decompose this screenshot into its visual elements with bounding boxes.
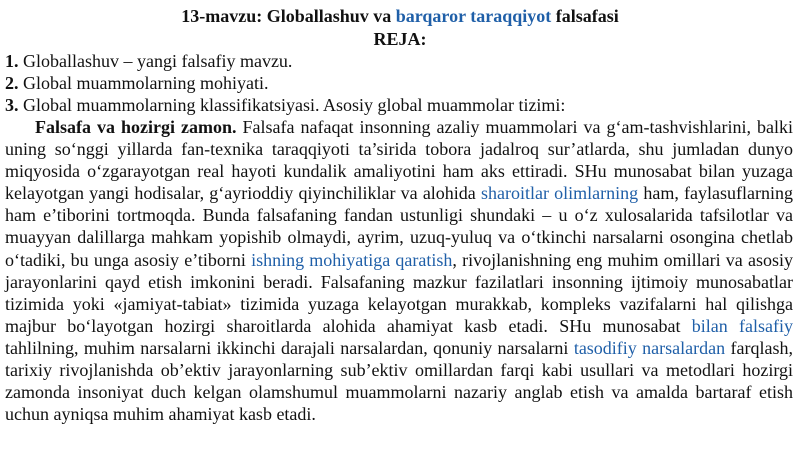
plan-item-2	[5, 72, 800, 94]
plan-item-1	[5, 50, 800, 72]
plan-item-3	[5, 94, 800, 116]
title-prefix: 13-mavzu: Globallashuv va	[181, 6, 396, 26]
paragraph-text: ham, faylasuflarning ham e’tiborini tortmoqda. Bunda falsafaning fandan ustunligi shundaki – u o‘z xulosalarida tafsilotlar va muayyan dalillarga mahkam yopishib olmaydi, ayrim, uzuq-yuluq va o‘tkinchi narsalarni osongina chetlab o‘tadiki, bu unga asosiy e’tiborni	[5, 183, 793, 270]
highlight-link[interactable]: ishning mohiyatiga qaratish	[251, 249, 453, 270]
paragraph-text: , rivojlanishning eng muhim omillari va asosiy jarayonlarini qayd etish imkonini beradi. Falsafaning mazkur fazilatlari insonning ijtimoiy munosabatlar tizimida yoki «jamiyat-tabiat» tizimida yuzaga kelayotgan murakkab, kompleks vazifalarni hal qilishga majbur bo‘layotgan hozirgi sharoitlarda alohida ahamiyat kasb etadi. SHu munosabat	[5, 249, 793, 336]
plan-item-text: Globallashuv – yangi falsafiy mavzu.	[18, 51, 293, 71]
plan-item-text: Global muammolarning mohiyati.	[18, 73, 269, 93]
plan-item-number: 1.	[5, 51, 19, 71]
paragraph-text: farqlash, tarixiy rivojlanishda ob’ektiv jarayonlarning sub’ektiv omillardan farqi kabi usullari va metodlari hozirgi zamonda insoniyat duch kelgan olamshumul muammolarni nazariy anglab etish va amalda bartaraf etish uchun ayniqsa muhim ahamiyat kasb etadi.	[5, 337, 793, 425]
highlight-link[interactable]: tasodifiy narsalardan	[573, 337, 726, 358]
highlight-link[interactable]: bilan falsafiy	[691, 315, 793, 336]
plan-item-number: 3.	[5, 95, 19, 115]
body-paragraph	[0, 116, 800, 425]
plan-item-number: 2.	[5, 73, 19, 93]
title-suffix: falsafasi	[551, 6, 619, 26]
plan-list	[0, 50, 800, 116]
paragraph-lead: Falsafa va hozirgi zamon.	[35, 117, 237, 137]
plan-item-text: Global muammolarning klassifikatsiyasi. Asosiy global muammolar tizimi:	[18, 95, 566, 115]
plan-heading: REJA:	[373, 29, 427, 49]
highlight-link[interactable]: sharoitlar olimlarning	[481, 183, 639, 204]
title-highlight: barqaror taraqqiyot	[395, 6, 552, 26]
paragraph-text: Falsafa nafaqat insonning azaliy muammolari va g‘am-tashvishlarini, balki uning so‘nggi yillarda fan-texnika taraqqiyoti ta’sirida tobora jadalroq sur’atlarda, shu jumladan dunyo miqyosida o‘zgarayotgan real hayoti kundalik amaliyotini ham aks ettiradi. SHu munosabat bilan yuzaga kelayotgan yangi hodisalar, g‘ayrioddiy qiyinchiliklar va alohida	[5, 117, 793, 204]
paragraph-text: tahlilning, muhim narsalarni ikkinchi darajali narsalardan, qonuniy narsalarni	[5, 337, 574, 358]
page-title	[0, 6, 800, 26]
